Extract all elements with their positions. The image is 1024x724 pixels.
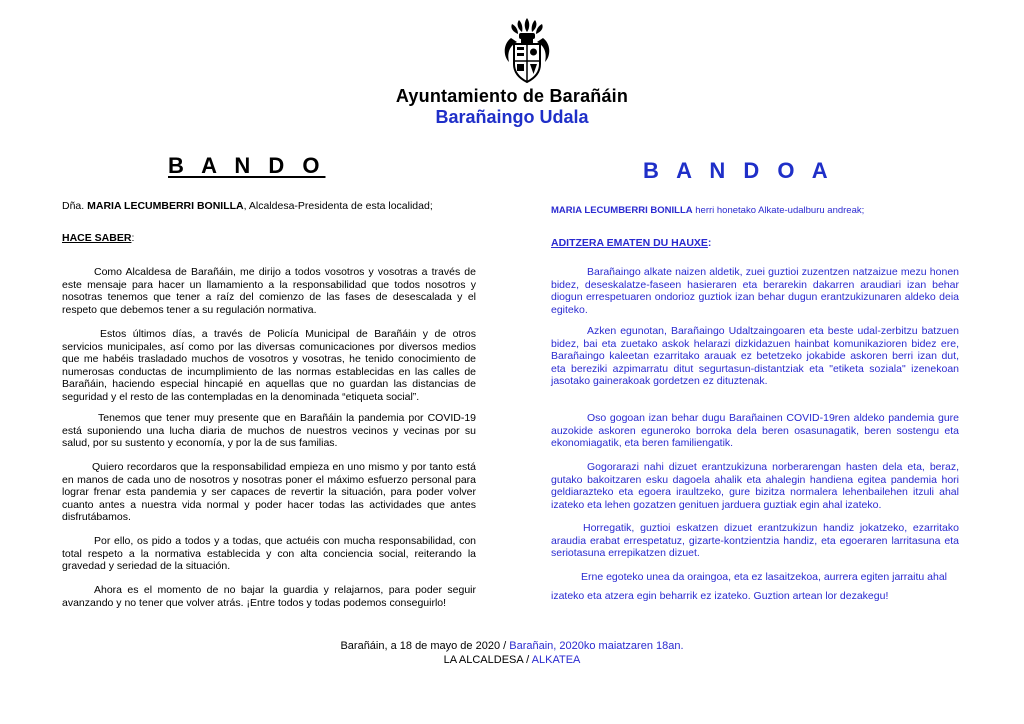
paragraph-eu-3: Oso gogoan izan behar dugu Barañainen COVID-19ren aldeko pandemia gure auzokide askoren eguneroko borroka dela beren osasunagatik, beren sostengu eta ekonomiagatik, eta beren familiengatik. <box>551 412 959 450</box>
paragraph-eu-6-line-2: izateko eta atzera egin beharrik ez izateko. Guztion artean lor dezakegu! <box>551 590 889 602</box>
header-title-eu: Barañaingo Udala <box>435 107 589 127</box>
paragraph-eu-5: Horregatik, guztioi eskatzen dizuet erantzukizun handiz jokatzeko, ezarritako araudia erabat errespetatuz, gizarte-kontzientzia handiz, eta egoeraren larritasuna eta seriotasuna errepikatzen dizuet. <box>551 522 959 560</box>
paragraph-eu-4: Gogorarazi nahi dizuet erantzukizuna norberarengan hasten dela eta, beraz, gutako bakoitzaren esku dagoela ahalik eta ahalegin handiena egitea pandemia hori geldiarazteko eta egoera iraultzeko, gure bizitza normalera lehenbailehen itzuli ahal izateko eta lehen gozatzen genituen jarduera guztiak egin ahal izateko. <box>551 461 959 511</box>
bandoa-title-eu: B A N D O A <box>643 158 834 183</box>
paragraph-es-6: Ahora es el momento de no bajar la guardia y relajarnos, para poder seguir avanzando y no tener que volver atrás. ¡Entre todos y todas podemos conseguirlo! <box>62 584 476 609</box>
header-title-es: Ayuntamiento de Barañáin <box>395 86 629 106</box>
intro-eu: MARIA LECUMBERRI BONILLA herri honetako Alkate-udalburu andreak; <box>551 205 865 216</box>
mayor-name-es: MARIA LECUMBERRI BONILLA <box>87 200 244 212</box>
hace-saber-heading: HACE SABER: <box>62 232 135 244</box>
coat-of-arms-logo <box>497 16 557 84</box>
mayor-name-eu: MARIA LECUMBERRI BONILLA <box>551 205 693 216</box>
paragraph-es-2: Estos últimos días, a través de Policía Municipal de Barañáin y de otros servicios municipales, así como por las diversas comunicaciones por diversos medios que me habéis trasladado muchos de vosotros y vosotras, he tenido conocimiento de numerosas conductas de incumplimiento de las normas establecidas en las calles de Barañáin, haciendo especial hincapié en aquellas que no guardan las distancias de seguridad y el resto de las contempladas en la denominada “etiqueta social”. <box>62 328 476 403</box>
intro-es: Dña. MARIA LECUMBERRI BONILLA, Alcaldesa-Presidenta de esta localidad; <box>62 200 433 212</box>
paragraph-eu-2: Azken egunotan, Barañaingo Udaltzaingoaren eta beste udal-zerbitzu batzuen bidez, bai eta zuetako askok helarazi dizkidazuen hainbat komunikazioren bidez ere, Barañaingo kaleetan ezarritako arauak ez betetzeko jokabide askoren berri izan dut, eta bereziki azpimarratu ditut segurtasun-distantziak eta "etiketa soziala" izenekoan jasotako gainerakoak gordetzen ez dituztenak. <box>551 325 959 388</box>
footer-signature: LA ALCALDESA / ALKATEA <box>443 654 581 666</box>
paragraph-es-5: Por ello, os pido a todos y a todas, que actuéis con mucha responsabilidad, con total respeto a la normativa establecida y con alta conciencia social, reiterando la gravedad y seriedad de la situación. <box>62 535 476 573</box>
footer-date: Barañáin, a 18 de mayo de 2020 / Barañain, 2020ko maiatzaren 18an. <box>340 640 684 652</box>
paragraph-eu-6-line-1: Erne egoteko unea da oraingoa, eta ez lasaitzekoa, aurrera egiten jarraitu ahal <box>581 571 947 583</box>
paragraph-eu-1: Barañaingo alkate naizen aldetik, zuei guztioi zuzentzen natzaizue mezu honen bidez, deseskalatze-faseen hasieraren eta berarekin dakarren araudiari izan behar diogun errespetuaren ondorioz guztiok izan behar dugun erantzukizunaren aldeko deia egiteko. <box>551 266 959 316</box>
paragraph-es-4: Quiero recordaros que la responsabilidad empieza en uno mismo y por tanto está en manos de cada uno de nosotros y nosotras poner el máximo esfuerzo personal para lograr frenar esta pandemia y ser capaces de revertir la situación, para poder volver cuanto antes a nuestra vida normal y poder hacer todas las actividades que antes disfrutábamos. <box>62 461 476 524</box>
aditzera-heading: ADITZERA EMATEN DU HAUXE: <box>551 237 712 249</box>
paragraph-es-3: Tenemos que tener muy presente que en Barañáin la pandemia por COVID-19 está suponiendo una lucha diaria de muchos de nuestros vecinos y vecinas por su salud, por su sustento y economía, y por la de sus familias. <box>62 412 476 450</box>
paragraph-es-1: Como Alcaldesa de Barañáin, me dirijo a todos vosotros y vosotras a través de este mensaje para hacer un llamamiento a la responsabilidad que todos nosotros y nosotras tenemos que tener a raíz del comienzo de las fases de desescalada y el respeto que debemos tener a su regulación normativa. <box>62 266 476 316</box>
bando-title-es: B A N D O <box>168 153 326 178</box>
